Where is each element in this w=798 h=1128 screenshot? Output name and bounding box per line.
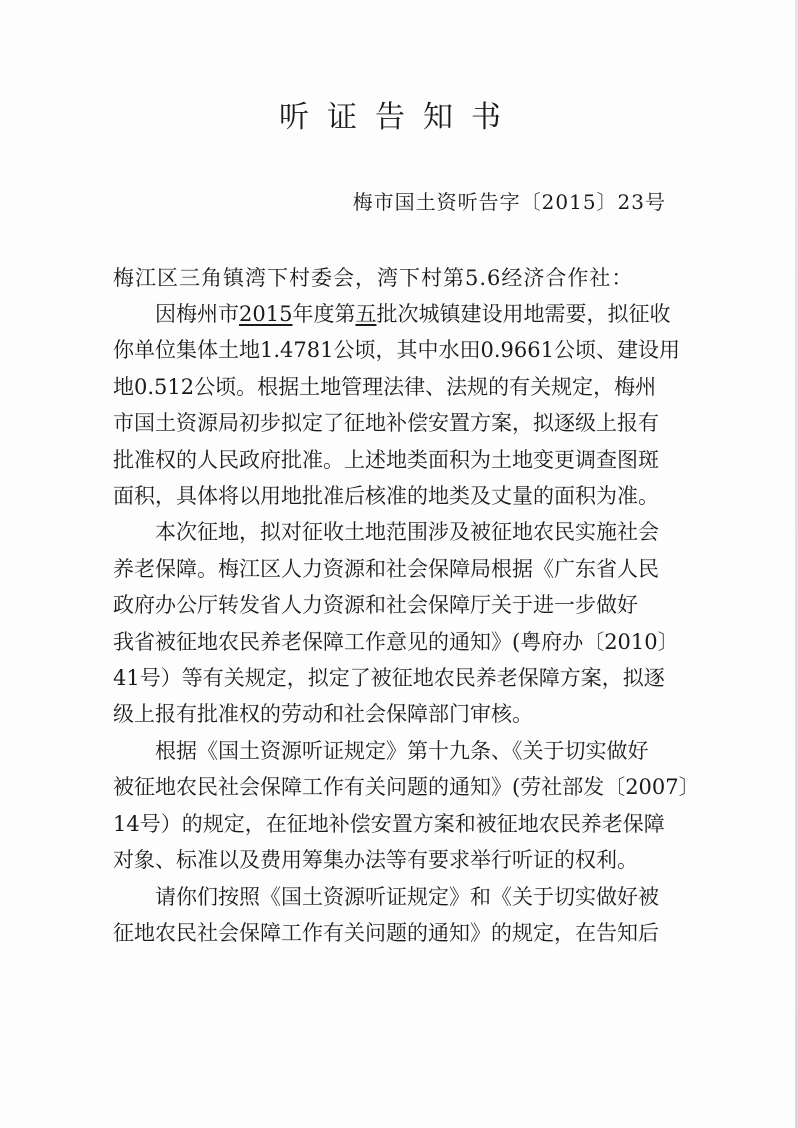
year-underlined: 2015 bbox=[239, 302, 293, 326]
paragraph-2-line-6: 级上报有批准权的劳动和社会保障部门审核。 bbox=[113, 702, 533, 727]
paragraph-4-line-2: 征地农民社会保障工作有关问题的通知》的规定，在告知后 bbox=[113, 920, 659, 945]
paragraph-2 bbox=[113, 514, 693, 732]
paragraph-2-line-4: 我省被征地农民养老保障工作意见的通知》(粤府办〔2010〕 bbox=[113, 629, 679, 654]
paragraph-2-line-2: 养老保障。梅江区人力资源和社会保障局根据《广东省人民 bbox=[113, 556, 659, 581]
paragraph-1-line-6: 面积，具体将以用地批准后核准的地类及丈量的面积为准。 bbox=[113, 484, 659, 509]
paragraph-2-line-1: 本次征地，拟对征收土地范围涉及被征地农民实施社会 bbox=[155, 520, 659, 545]
document-title: 听证告知书 bbox=[279, 100, 519, 135]
document-body bbox=[113, 296, 700, 951]
paragraph-1-line-5: 批准权的人民政府批准。上述地类面积为土地变更调查图斑 bbox=[113, 447, 659, 472]
paragraph-2-line-5: 41号）等有关规定，拟定了被征地农民养老保障方案，拟逐 bbox=[113, 666, 665, 691]
paragraph-3 bbox=[113, 733, 700, 879]
addressee: 梅江区三角镇湾下村委会，湾下村第5.6经济合作社： bbox=[113, 266, 634, 290]
paragraph-1-line-3: 地0.512公顷。根据土地管理法律、法规的有关规定，梅州 bbox=[113, 374, 657, 399]
paragraph-3-line-4: 对象、标准以及费用筹集办法等有要求举行听证的权利。 bbox=[113, 848, 638, 873]
paragraph-3-line-1: 根据《国土资源听证规定》第十九条、《关于切实做好 bbox=[155, 738, 649, 763]
paragraph-3-line-2: 被征地农民社会保障工作有关问题的通知》(劳社部发〔2007〕 bbox=[113, 775, 700, 800]
paragraph-1-line-2: 你单位集体土地1.4781公顷，其中水田0.9661公顷、建设用 bbox=[113, 338, 680, 363]
paragraph-2-line-3: 政府办公厅转发省人力资源和社会保障厅关于进一步做好 bbox=[113, 593, 638, 618]
text-segment: 年度第 bbox=[292, 302, 356, 326]
paragraph-1-line-1 bbox=[113, 296, 693, 332]
document-number: 梅市国土资听告字〔2015〕23号 bbox=[352, 190, 666, 214]
text-segment: 批次城镇建设用地需要，拟征收 bbox=[376, 302, 671, 326]
batch-underlined: 五 bbox=[355, 302, 377, 326]
paragraph-1 bbox=[113, 296, 693, 514]
paragraph-4-line-1: 请你们按照《国土资源听证规定》和《关于切实做好被 bbox=[155, 884, 659, 909]
paragraph-3-line-3: 14号）的规定，在征地补偿安置方案和被征地农民养老保障 bbox=[113, 811, 665, 836]
text-segment: 因梅州市 bbox=[155, 302, 239, 326]
paragraph-1-line-4: 市国土资源局初步拟定了征地补偿安置方案，拟逐级上报有 bbox=[113, 411, 659, 436]
paragraph-4 bbox=[113, 879, 693, 952]
